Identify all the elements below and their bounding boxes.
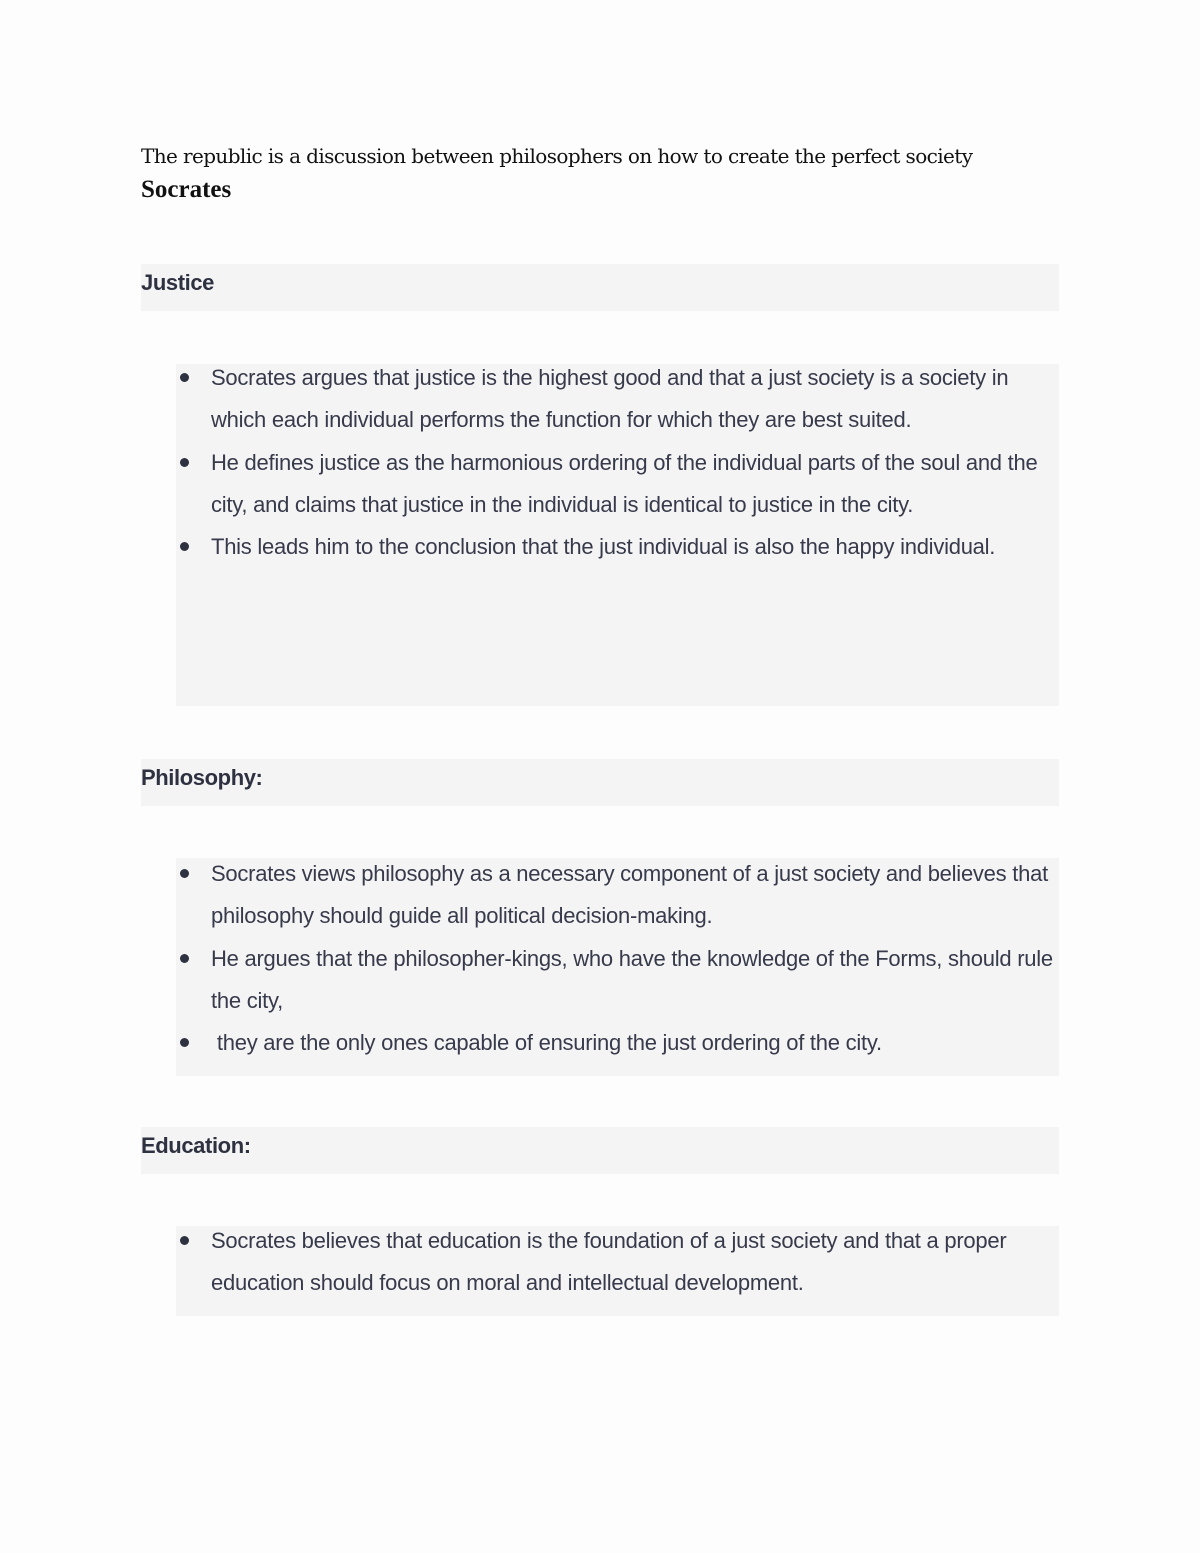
bullet-list xyxy=(176,357,1059,568)
list-item-text: This leads him to the conclusion that the just individual is also the happy individual. xyxy=(211,534,996,560)
bullet-icon xyxy=(180,542,189,551)
intro-sentence: The republic is a discussion between philosophers on how to create the perfect society xyxy=(141,144,973,168)
section-heading-philosophy xyxy=(141,759,1059,806)
list-item xyxy=(176,442,1059,527)
list-item-text: Socrates argues that justice is the highest good and that a just society is a society in which each individual performs the function for which they are best suited. xyxy=(211,365,1009,433)
list-item-text: they are the only ones capable of ensuring the just ordering of the city. xyxy=(211,1030,882,1056)
list-item xyxy=(176,938,1059,1023)
section-heading-text: Education: xyxy=(141,1133,251,1158)
author-heading: Socrates xyxy=(141,176,232,203)
bullet-list xyxy=(176,853,1059,1064)
bullet-icon xyxy=(180,1236,189,1245)
list-item xyxy=(176,1220,1059,1305)
list-item xyxy=(176,1022,1059,1064)
bullet-icon xyxy=(180,1038,189,1047)
list-item-text: He defines justice as the harmonious ordering of the individual parts of the soul and the city, and claims that justice in the individual is identical to justice in the city. xyxy=(211,449,1038,517)
list-item-text: Socrates believes that education is the foundation of a just society and that a proper education should focus on moral and intellectual development. xyxy=(211,1228,1007,1296)
bullet-icon xyxy=(180,458,189,467)
list-item xyxy=(176,853,1059,938)
list-item-text: He argues that the philosopher-kings, who have the knowledge of the Forms, should rule the city, xyxy=(211,945,1053,1013)
section-list-philosophy xyxy=(176,858,1059,1076)
bullet-list xyxy=(176,1220,1059,1305)
list-item-text: Socrates views philosophy as a necessary component of a just society and believes that philosophy should guide all political decision-making. xyxy=(211,861,1048,929)
bullet-icon xyxy=(180,373,189,382)
section-heading-justice xyxy=(141,264,1059,311)
bullet-icon xyxy=(180,869,189,878)
section-heading-text: Justice xyxy=(141,270,215,295)
section-heading-text: Philosophy: xyxy=(141,765,263,790)
bullet-icon xyxy=(180,954,189,963)
section-list-justice xyxy=(176,364,1059,706)
section-list-education xyxy=(176,1226,1059,1316)
list-item xyxy=(176,526,1059,568)
list-item xyxy=(176,357,1059,442)
section-heading-education xyxy=(141,1127,1059,1174)
